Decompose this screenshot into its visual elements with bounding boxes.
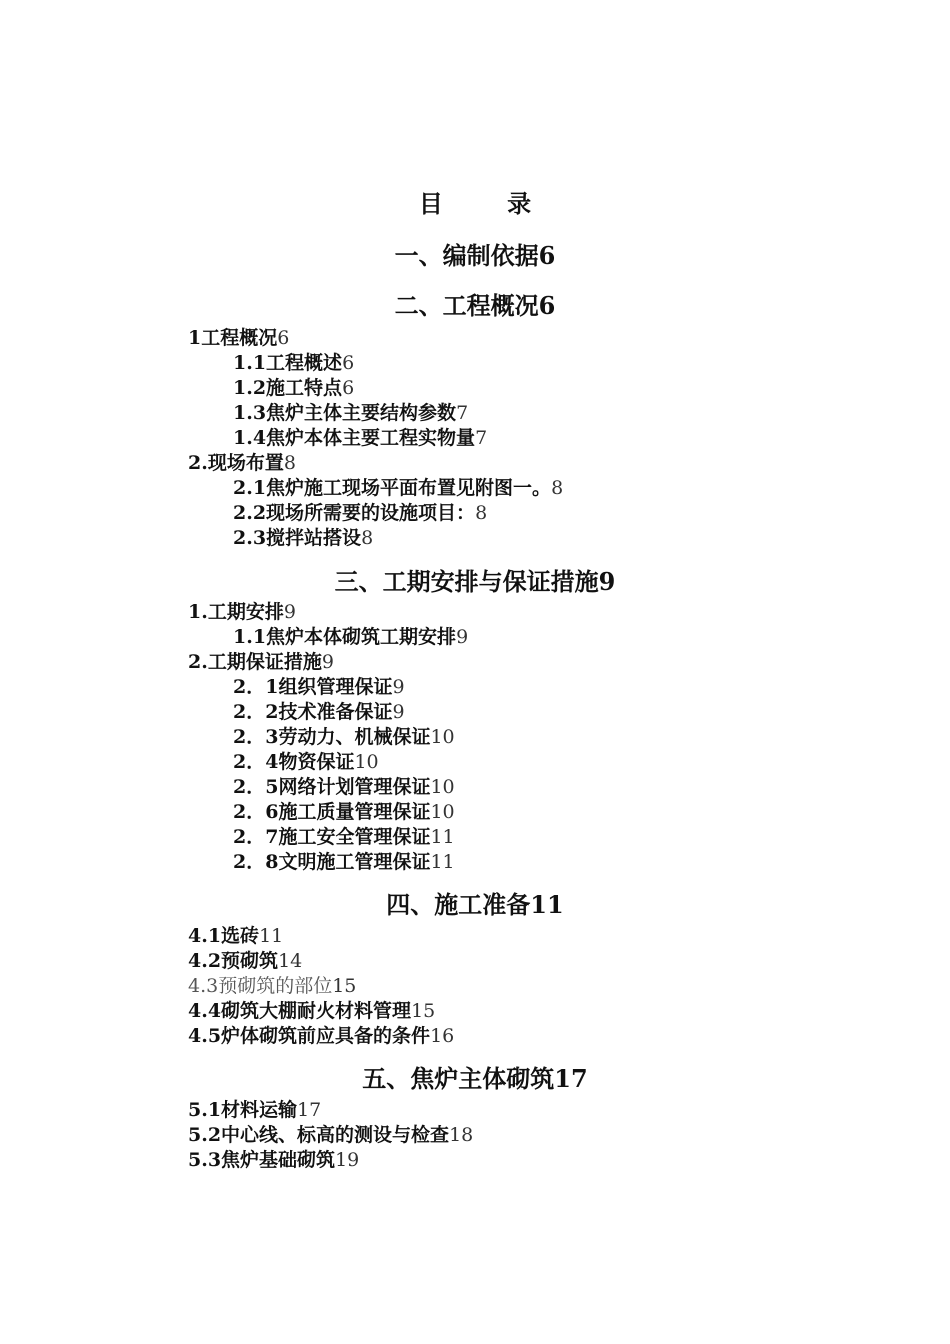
toc-entry-label: 2.现场布置 xyxy=(188,452,284,474)
toc-entry[interactable] xyxy=(233,675,405,699)
toc-entry[interactable] xyxy=(188,974,356,998)
toc-entry[interactable] xyxy=(233,401,468,425)
toc-entry-label: 5.3焦炉基础砌筑 xyxy=(188,1149,336,1171)
toc-entry-label: 4.5炉体砌筑前应具备的条件 xyxy=(188,1025,431,1047)
toc-entry-page: 18 xyxy=(449,1124,474,1146)
toc-entry-page: 8 xyxy=(283,452,296,474)
toc-entry[interactable] xyxy=(188,1098,321,1122)
toc-entry[interactable] xyxy=(188,1148,359,1172)
toc-entry[interactable] xyxy=(233,850,455,874)
toc-entry-label: 2．7施工安全管理保证 xyxy=(233,826,431,848)
toc-entry[interactable] xyxy=(233,800,455,824)
toc-entry-page: 9 xyxy=(392,701,405,723)
toc-entry-page: 11 xyxy=(430,826,455,848)
toc-entry[interactable] xyxy=(188,999,435,1023)
toc-entry-page: 10 xyxy=(430,726,455,748)
toc-entry-page: 9 xyxy=(456,626,469,648)
toc-entry-page: 19 xyxy=(335,1149,360,1171)
toc-entry-page: 6 xyxy=(342,377,355,399)
toc-entry-label: 2．4物资保证 xyxy=(233,751,355,773)
toc-entry-page: 10 xyxy=(430,776,455,798)
toc-entry-label: 5.2中心线、标高的测设与检查 xyxy=(188,1124,450,1146)
toc-entry-page: 17 xyxy=(297,1099,322,1121)
toc-entry-label: 1.1焦炉本体砌筑工期安排 xyxy=(233,626,457,648)
toc-entry[interactable] xyxy=(188,924,283,948)
toc-entry-page: 9 xyxy=(392,676,405,698)
toc-entry-label: 4.2预砌筑 xyxy=(188,950,279,972)
toc-entry-page: 9 xyxy=(321,651,334,673)
toc-entry-page: 16 xyxy=(430,1025,455,1047)
toc-entry[interactable] xyxy=(188,326,289,350)
toc-entry-label: 2．8文明施工管理保证 xyxy=(233,851,431,873)
toc-entry[interactable] xyxy=(188,650,334,674)
toc-entry-label: 4.1选砖 xyxy=(188,925,260,947)
section-heading-1[interactable]: 一、编制依据6 xyxy=(394,241,556,270)
section-heading-5[interactable]: 五、焦炉主体砌筑17 xyxy=(362,1064,588,1093)
toc-entry[interactable] xyxy=(233,750,379,774)
toc-entry-page: 14 xyxy=(278,950,303,972)
toc-entry[interactable] xyxy=(233,526,373,550)
toc-entry-page: 6 xyxy=(342,352,355,374)
toc-entry-label: 5.1材料运输 xyxy=(188,1099,298,1121)
toc-entry[interactable] xyxy=(188,949,302,973)
toc-entry-page: 8 xyxy=(361,527,374,549)
toc-entry[interactable] xyxy=(233,476,563,500)
toc-entry[interactable] xyxy=(233,775,455,799)
toc-entry-page: 8 xyxy=(551,477,564,499)
toc-entry-page: 7 xyxy=(475,427,488,449)
toc-entry-label: 2．5网络计划管理保证 xyxy=(233,776,431,798)
toc-entry-label: 1.2施工特点 xyxy=(233,377,343,399)
toc-entry[interactable] xyxy=(188,451,296,475)
toc-entry-page: 8 xyxy=(475,502,488,524)
toc-entry[interactable] xyxy=(233,825,455,849)
toc-entry-page: 15 xyxy=(411,1000,436,1022)
toc-entry-page: 7 xyxy=(456,402,469,424)
toc-entry[interactable] xyxy=(188,600,296,624)
toc-entry[interactable] xyxy=(188,1123,473,1147)
toc-entry-label: 2.1焦炉施工现场平面布置见附图一。 xyxy=(233,477,552,499)
toc-entry-label: 2．1组织管理保证 xyxy=(233,676,393,698)
toc-entry[interactable] xyxy=(233,700,405,724)
toc-entry-page: 11 xyxy=(430,851,455,873)
toc-entry-page: 10 xyxy=(354,751,379,773)
toc-entry-label: 2.3搅拌站搭设 xyxy=(233,527,362,549)
section-heading-2[interactable]: 二、工程概况6 xyxy=(394,291,556,320)
toc-entry-label: 1工程概况 xyxy=(188,327,278,349)
toc-entry-label: 2.2现场所需要的设施项目： xyxy=(233,502,476,524)
toc-entry-label: 4.3预砌筑的部位 xyxy=(188,975,333,997)
toc-entry-label: 2．3劳动力、机械保证 xyxy=(233,726,431,748)
toc-entry-label: 1.4焦炉本体主要工程实物量 xyxy=(233,427,476,449)
section-heading-4[interactable]: 四、施工准备11 xyxy=(386,890,564,919)
toc-entry[interactable] xyxy=(233,426,487,450)
toc-entry[interactable] xyxy=(188,1024,454,1048)
toc-entry[interactable] xyxy=(233,725,455,749)
toc-entry[interactable] xyxy=(233,351,354,375)
toc-entry-page: 11 xyxy=(259,925,284,947)
toc-entry-label: 1.工期安排 xyxy=(188,601,284,623)
toc-entry[interactable] xyxy=(233,625,468,649)
toc-entry-page: 15 xyxy=(332,975,357,997)
toc-title: 目 录 xyxy=(418,189,560,218)
toc-entry-label: 2.工期保证措施 xyxy=(188,651,322,673)
section-heading-3[interactable]: 三、工期安排与保证措施9 xyxy=(334,567,616,596)
toc-entry-page: 6 xyxy=(277,327,290,349)
toc-entry-page: 9 xyxy=(283,601,296,623)
toc-entry-label: 1.1工程概述 xyxy=(233,352,343,374)
toc-entry[interactable] xyxy=(233,376,354,400)
toc-entry-label: 1.3焦炉主体主要结构参数 xyxy=(233,402,457,424)
toc-entry-label: 4.4砌筑大棚耐火材料管理 xyxy=(188,1000,412,1022)
toc-entry-label: 2．2技术准备保证 xyxy=(233,701,393,723)
toc-entry-page: 10 xyxy=(430,801,455,823)
toc-entry[interactable] xyxy=(233,501,487,525)
toc-entry-label: 2．6施工质量管理保证 xyxy=(233,801,431,823)
